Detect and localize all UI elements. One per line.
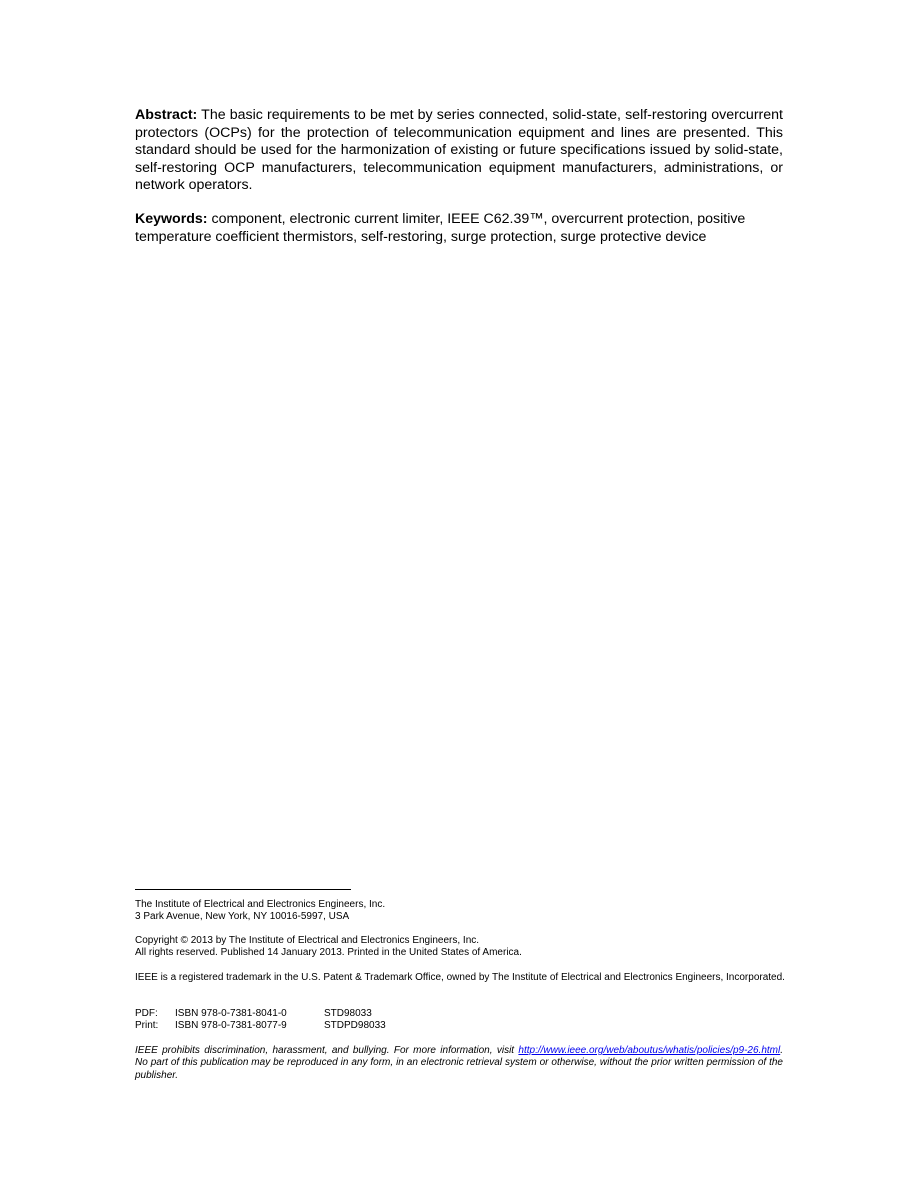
abstract-text: The basic requirements to be met by series connected, solid-state, self-restoring overcurrent protectors (OCPs) for the protection of telecommunication equipment and lines are presented. This standard should be used for the harmonization of existing or future specifications issued by solid-state, self-restoring OCP manufacturers, telecommunication equipment manufacturers, administrations, or network operators. (135, 107, 783, 193)
copyright-line: Copyright © 2013 by The Institute of Electrical and Electronics Engineers, Inc. (135, 935, 480, 946)
policy-link[interactable]: http://www.ieee.org/web/aboutus/whatis/policies/p9-26.html (518, 1045, 781, 1056)
legal-suffix: . No part of this publication may be reproduced in any form, in an electronic retrieval system or otherwise, without the prior written permission of the publisher. (135, 1045, 783, 1081)
isbn-number: ISBN 978-0-7381-8077-9 (175, 1020, 287, 1032)
isbn-number: ISBN 978-0-7381-8041-0 (175, 1008, 287, 1019)
publisher-address (135, 899, 785, 924)
isbn-table (135, 1008, 785, 1033)
abstract-paragraph (135, 107, 783, 195)
isbn-code: STD98033 (324, 1008, 372, 1019)
keywords-label: Keywords: (135, 211, 208, 227)
keywords-paragraph (135, 211, 783, 246)
copyright-notice (135, 935, 785, 960)
legal-notice (135, 1045, 783, 1082)
publisher-name: The Institute of Electrical and Electronics Engineers, Inc. (135, 899, 386, 910)
abstract-label: Abstract: (135, 107, 198, 123)
trademark-notice: IEEE is a registered trademark in the U.S. Patent & Trademark Office, owned by The Institute of Electrical and Electronics Engineers, Incorporated. (135, 972, 785, 983)
isbn-format: Print: (135, 1020, 159, 1032)
footnote-divider (135, 889, 351, 890)
legal-prefix: IEEE prohibits discrimination, harassment, and bullying. For more information, visit (135, 1045, 519, 1056)
isbn-row-pdf (135, 1008, 785, 1020)
rights-line: All rights reserved. Published 14 January 2013. Printed in the United States of America. (135, 947, 522, 959)
isbn-code: STDPD98033 (324, 1020, 386, 1032)
keywords-text: component, electronic current limiter, IEEE C62.39™, overcurrent protection, positive temperature coefficient thermistors, self-restoring, surge protection, surge protective device (135, 211, 746, 245)
isbn-row-print (135, 1020, 785, 1032)
isbn-format: PDF: (135, 1008, 158, 1019)
publisher-street: 3 Park Avenue, New York, NY 10016-5997, USA (135, 911, 350, 923)
